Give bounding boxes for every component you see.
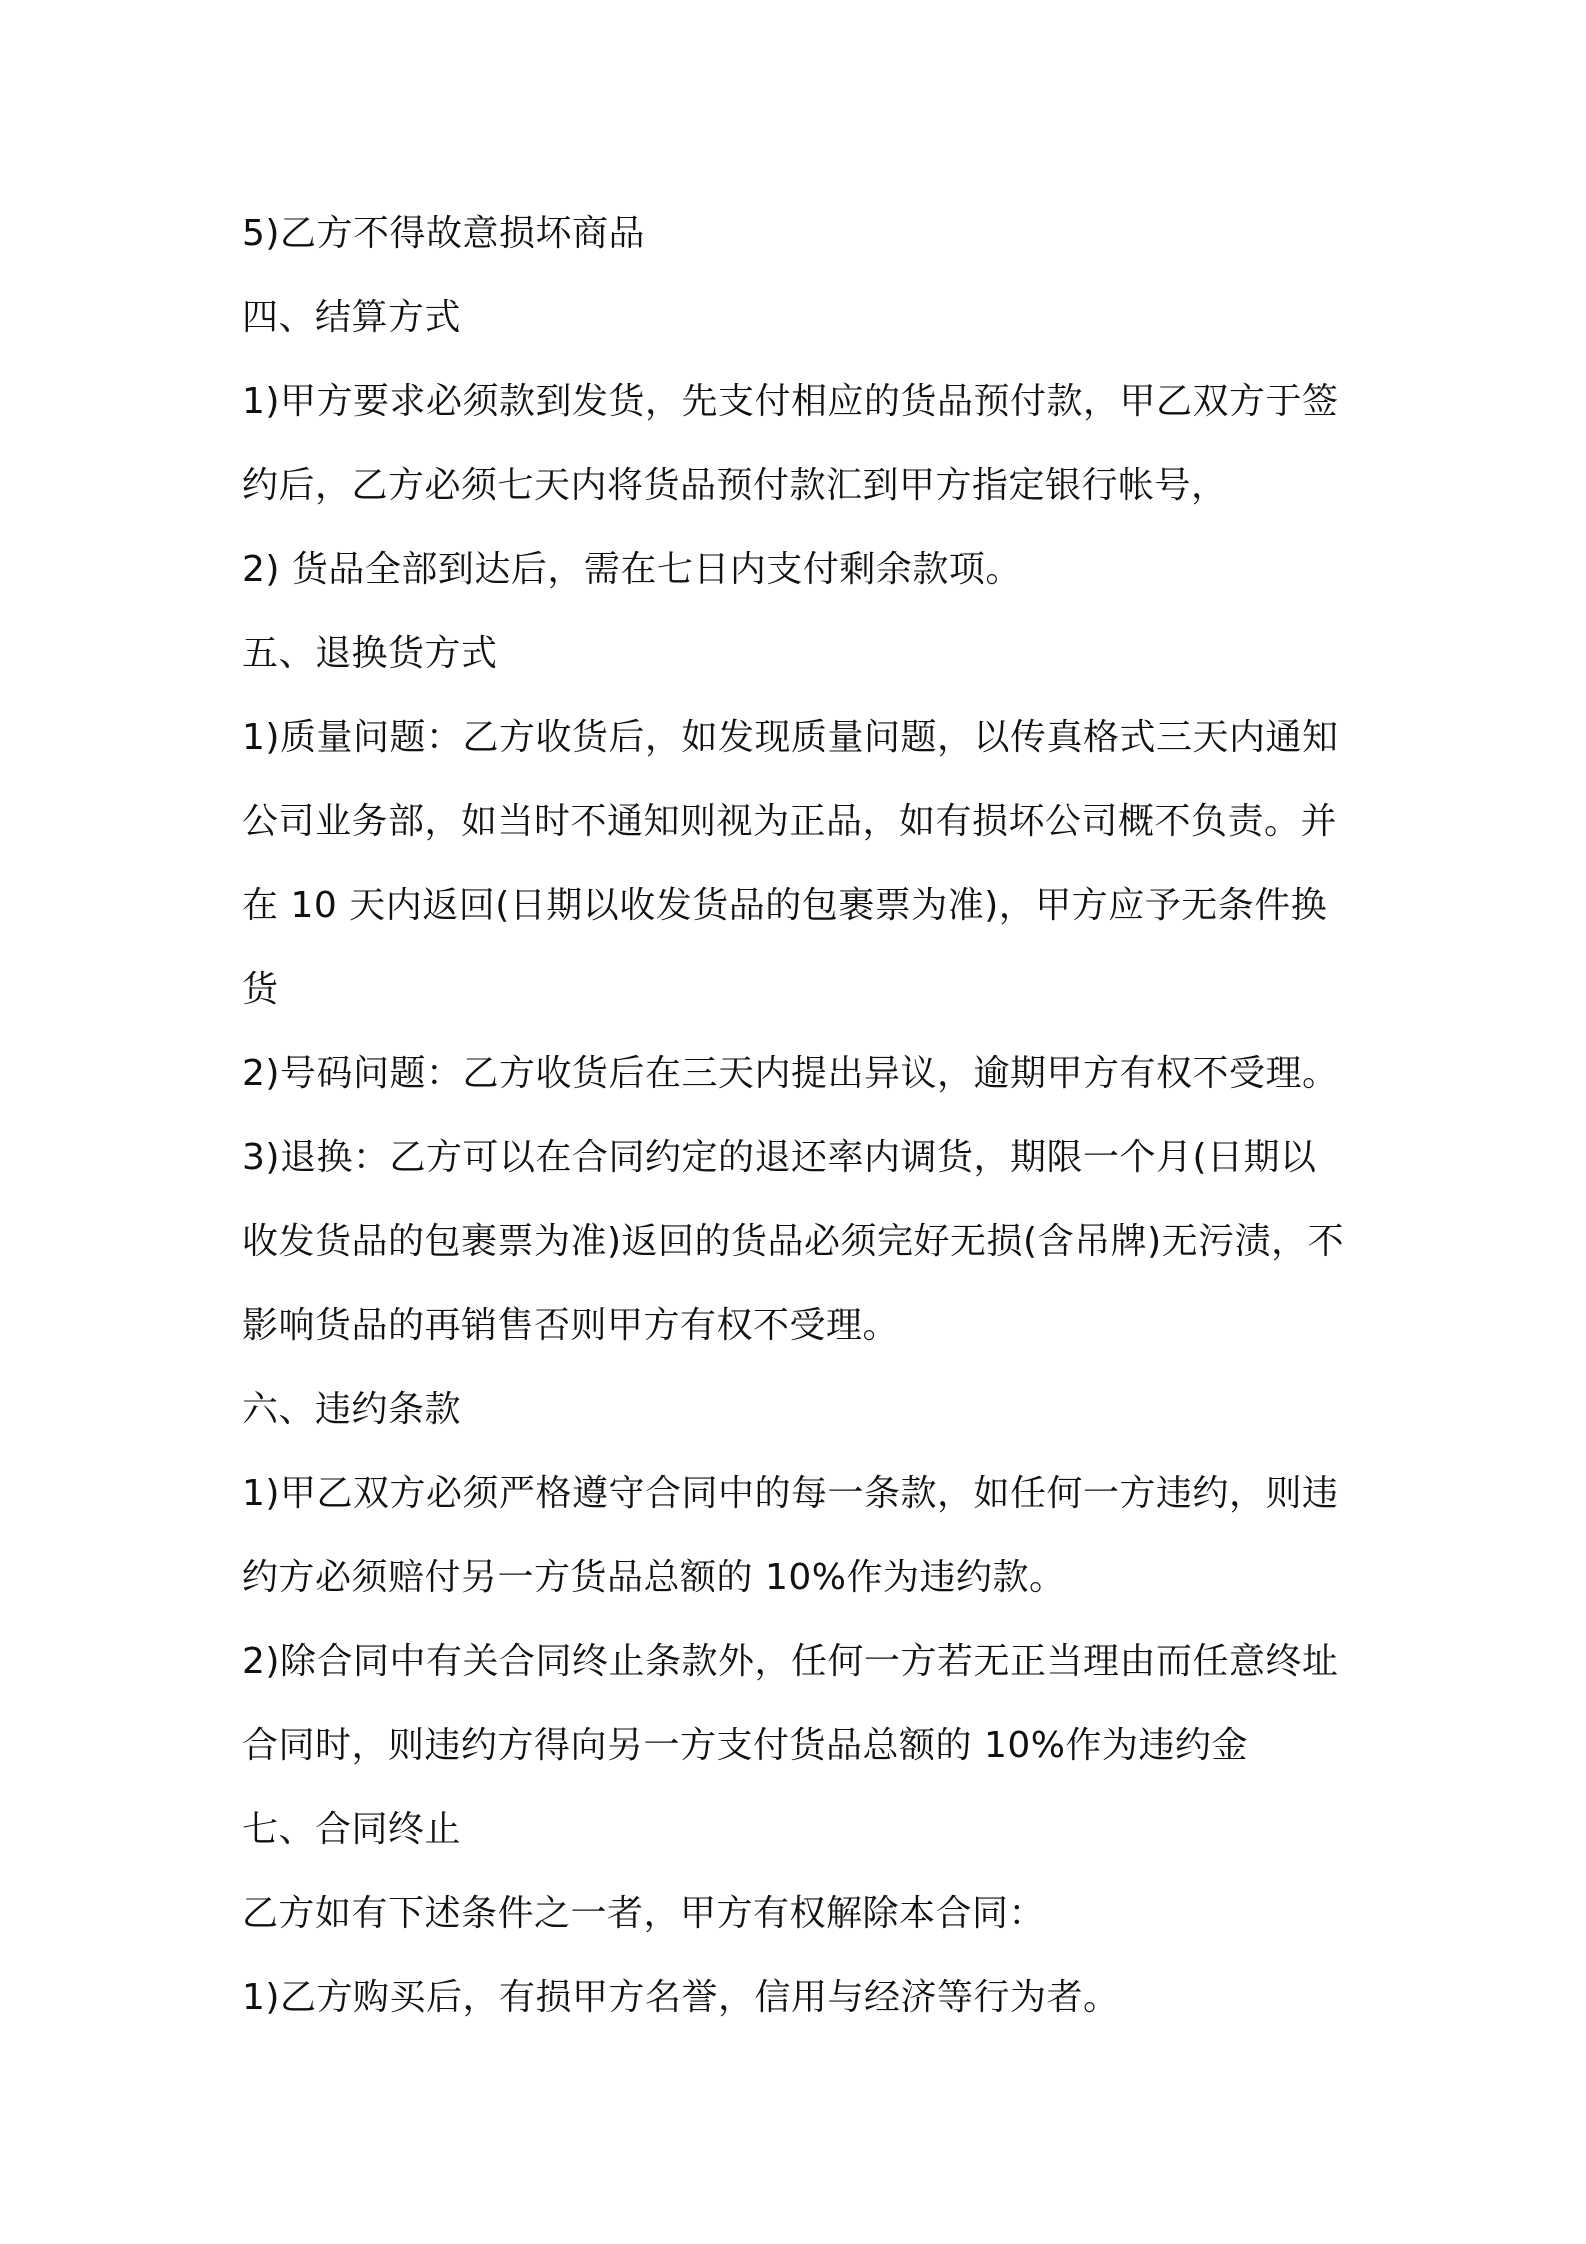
clause-text: 3)退换：乙方可以在合同约定的退还率内调货，期限一个月(日期以 (242, 1137, 1317, 1178)
clause-text: 5)乙方不得故意损坏商品 (242, 213, 645, 254)
clause-text: 乙方如有下述条件之一者，甲方有权解除本合同： (242, 1893, 1046, 1934)
clause-text: 2) 货品全部到达后，需在七日内支付剩余款项。 (242, 549, 1022, 590)
clause-text: 1)甲方要求必须款到发货，先支付相应的货品预付款，甲乙双方于签 (242, 381, 1339, 422)
clause-text: 1)乙方购买后，有损甲方名誉，信用与经济等行为者。 (242, 1977, 1120, 2018)
clause-text: 影响货品的再销售否则甲方有权不受理。 (242, 1305, 900, 1346)
clause-text: 货 (242, 969, 279, 1010)
clause-text: 2)除合同中有关合同终止条款外，任何一方若无正当理由而任意终址 (242, 1641, 1339, 1682)
section-heading: 六、违约条款 (242, 1389, 462, 1430)
clause-text: 约后，乙方必须七天内将货品预付款汇到甲方指定银行帐号， (242, 465, 1228, 506)
clause-text: 约方必须赔付另一方货品总额的 10%作为违约款。 (242, 1557, 1066, 1598)
clause-text: 公司业务部，如当时不通知则视为正品，如有损坏公司概不负责。并 (242, 801, 1338, 842)
section-heading: 五、退换货方式 (242, 633, 498, 674)
clause-text: 1)甲乙双方必须严格遵守合同中的每一条款，如任何一方违约，则违 (242, 1473, 1339, 1514)
clause-text: 收发货品的包裹票为准)返回的货品必须完好无损(含吊牌)无污渍，不 (242, 1221, 1345, 1262)
section-heading: 四、结算方式 (242, 297, 462, 338)
document-body (242, 192, 1362, 2040)
clause-text: 2)号码问题：乙方收货后在三天内提出异议，逾期甲方有权不受理。 (242, 1053, 1339, 1094)
clause-text: 1)质量问题：乙方收货后，如发现质量问题，以传真格式三天内通知 (242, 717, 1339, 758)
clause-text: 合同时，则违约方得向另一方支付货品总额的 10%作为违约金 (242, 1725, 1248, 1766)
clause-text: 在 10 天内返回(日期以收发货品的包裹票为准)，甲方应予无条件换 (242, 885, 1328, 926)
section-heading: 七、合同终止 (242, 1809, 462, 1850)
